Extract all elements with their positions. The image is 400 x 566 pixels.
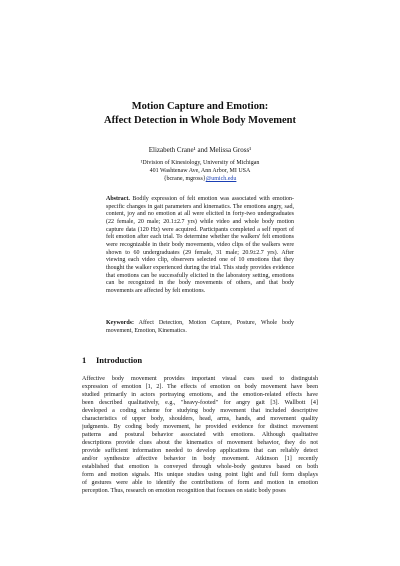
abstract-text: Bodily expression of felt emotion was associated with emotion-specific changes in gait parameters and kinematics. The emotions angry, sad, content, joy and no emotion at all were elicited in forty-two undergraduates (22 female, 20 male; 20.1±2.7 yrs) while video and whole body motion capture data (120 Hz) were acquired. Participants completed a self report of felt emotion after each trial. To determine whether the walkers' felt emotions were recognizable in their body movements, video clips of the walkers were shown to 60 undergraduates (29 female, 31 male; 20.9±2.7 yrs). After viewing each video clip, observers selected one of 10 emotions that they thought the walker experienced during the trial. This study provides evidence that emotions can be successfully elicited in the laboratory setting, emotions can be recognized in the body movements of others, and that body movements are affected by felt emotions.: [106, 196, 294, 294]
affiliation-line-2: 401 Washtenaw Ave, Ann Arbor, MI USA: [149, 168, 251, 174]
intro-line: form and motion signals. His unique studies using point light and full form displays: [82, 472, 318, 479]
section-title: Introduction: [96, 355, 143, 365]
section-number: 1: [82, 355, 87, 365]
intro-line: perception. Thus, research on emotion recognition that focuses on static body poses: [82, 488, 286, 495]
paper-title-line-2: Affect Detection in Whole Body Movement: [104, 115, 296, 126]
intro-line: expression of emotion [1, 2]. The effects of emotion on body movement have been: [82, 384, 318, 391]
intro-line: provide sufficient information needed to develop applications that can reliably detect: [82, 448, 318, 455]
author-email: [0, 175, 400, 183]
keywords-label: Keywords:: [106, 320, 134, 326]
keywords-text: Affect Detection, Motion Capture, Posture, Whole body movement, Emotion, Kinematics.: [106, 320, 294, 334]
email-link[interactable]: @umich.edu: [205, 176, 237, 182]
intro-line: been described qualitatively, e.g., "heavy-footed" for angry gait [3]. Wallbott [4]: [82, 400, 318, 407]
intro-line: judgments. By coding body movement, he provided evidence for distinct movement: [82, 424, 318, 431]
intro-line: developed a coding scheme for studying body movement that included descriptive: [82, 408, 318, 415]
intro-line: descriptions provide clues about the kinematics of movement behavior, they do not: [82, 440, 318, 447]
intro-line: patterns and postural behavior associated with emotions. Although qualitative: [82, 432, 318, 439]
intro-line: and/or synthesize affective behavior in body movement. Atkinson [1] recently: [82, 456, 318, 463]
intro-line: of gestures were able to identify the contributions of form and motion in emotion: [82, 480, 318, 487]
intro-line: Affective body movement provides important visual cues used to distinguish: [82, 376, 318, 382]
intro-line: established that emotion is conveyed through whole-body gestures based on both: [82, 464, 318, 471]
intro-line: studied primarily in actors portraying emotions, and the emotion-related effects have: [82, 392, 318, 399]
affiliation-line-1: ¹Division of Kinesiology, University of Michigan: [140, 160, 260, 166]
section-heading-introduction: [82, 355, 142, 365]
abstract-label: Abstract.: [106, 196, 130, 202]
keywords: [106, 320, 294, 335]
intro-line: characteristics of upper body, shoulders, head, arms, hands, and movement quality: [82, 416, 318, 423]
author-list: Elizabeth Crane¹ and Melissa Gross¹: [148, 146, 252, 154]
abstract: [106, 196, 294, 296]
email-prefix: {bcrane, mgross}: [163, 176, 206, 182]
paper-title-line-1: Motion Capture and Emotion:: [131, 101, 269, 112]
introduction-body: [82, 375, 318, 495]
